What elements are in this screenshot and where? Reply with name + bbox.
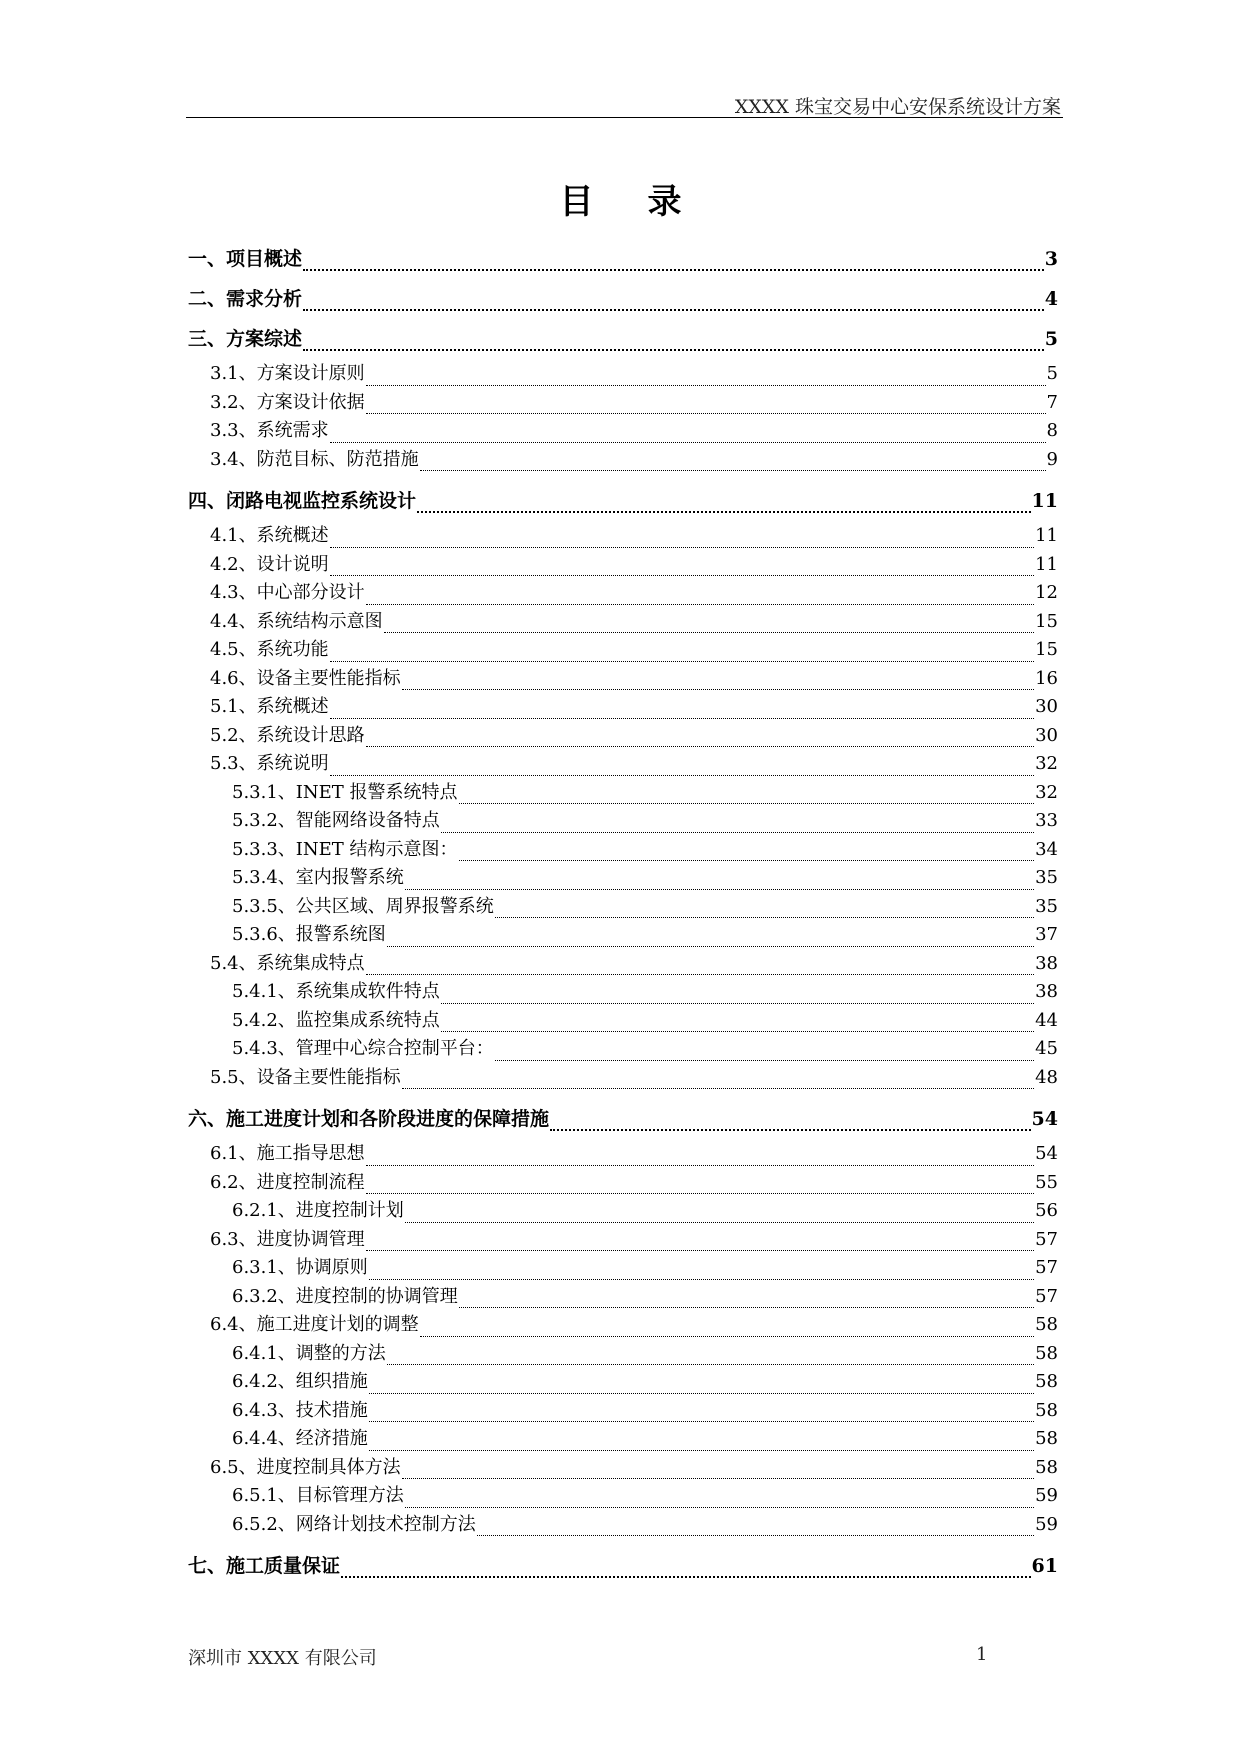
toc-entry[interactable] xyxy=(188,584,1058,613)
toc-dot-leader xyxy=(369,1279,1034,1280)
toc-entry-page: 44 xyxy=(1035,1009,1058,1031)
toc-entry[interactable] xyxy=(188,1430,1058,1459)
toc-entry-page: 58 xyxy=(1035,1371,1058,1392)
toc-dot-leader xyxy=(341,1576,1031,1578)
toc-dot-leader xyxy=(366,1165,1034,1166)
toc-dot-leader xyxy=(369,1421,1034,1422)
toc-dot-leader xyxy=(387,946,1034,947)
toc-entry-label: 5.2、系统设计思路 xyxy=(210,724,365,746)
toc-entry[interactable] xyxy=(188,1285,1058,1317)
toc-entry-page: 33 xyxy=(1035,810,1058,831)
toc-entry-label: 6.4.2、组织措施 xyxy=(232,1371,368,1392)
toc-entry[interactable] xyxy=(188,926,1058,955)
toc-entry-page: 58 xyxy=(1035,1342,1058,1364)
document-header-title: XXXX 珠宝交易中心安保系统设计方案 xyxy=(734,96,1061,118)
toc-entry-page: 11 xyxy=(1035,553,1058,575)
toc-dot-leader xyxy=(459,803,1035,804)
toc-entry-page: 16 xyxy=(1035,667,1058,689)
page-title: 目录 xyxy=(559,182,736,222)
toc-dot-leader xyxy=(405,1222,1034,1223)
toc-entry-label: 5.3.1、INET 报警系统特点 xyxy=(232,781,458,803)
toc-entry-label: 6.2.1、进度控制计划 xyxy=(232,1200,404,1221)
toc-entry-page: 32 xyxy=(1035,753,1058,774)
toc-dot-leader xyxy=(366,974,1034,975)
toc-dot-leader xyxy=(366,746,1034,747)
toc-entry-label: 5.4.2、监控集成系统特点 xyxy=(232,1009,440,1031)
toc-entry[interactable] xyxy=(188,1316,1058,1345)
toc-entry-label: 6.2、进度控制流程 xyxy=(210,1171,365,1193)
toc-entry[interactable] xyxy=(188,250,1058,277)
toc-dot-leader xyxy=(366,1193,1034,1194)
toc-entry[interactable] xyxy=(188,1557,1058,1584)
toc-entry-label: 6.4.1、调整的方法 xyxy=(232,1342,386,1364)
toc-dot-leader xyxy=(495,1060,1034,1061)
toc-entry[interactable] xyxy=(188,952,1058,984)
toc-dot-leader xyxy=(366,385,1046,386)
toc-entry[interactable] xyxy=(188,724,1058,756)
toc-entry[interactable] xyxy=(188,492,1058,519)
toc-entry-label: 5.4.3、管理中心综合控制平台： xyxy=(232,1038,494,1059)
toc-entry[interactable] xyxy=(188,610,1058,642)
toc-entry-label: 三、方案综述 xyxy=(188,328,303,350)
toc-entry-label: 5.1、系统概述 xyxy=(210,696,329,717)
toc-dot-leader xyxy=(330,661,1034,662)
toc-entry-page: 59 xyxy=(1035,1513,1058,1535)
toc-entry-page: 4 xyxy=(1044,288,1058,310)
toc-entry-page: 57 xyxy=(1035,1257,1058,1278)
toc-entry[interactable] xyxy=(188,330,1058,357)
toc-dot-leader xyxy=(441,1003,1034,1004)
toc-entry-label: 3.3、系统需求 xyxy=(210,420,329,441)
toc-entry-label: 六、施工进度计划和各阶段进度的保障措施 xyxy=(188,1108,550,1130)
toc-entry-label: 4.1、系统概述 xyxy=(210,525,329,546)
toc-entry-page: 54 xyxy=(1035,1143,1058,1164)
toc-entry[interactable] xyxy=(188,983,1058,1012)
toc-dot-leader xyxy=(420,470,1046,471)
toc-entry-page: 57 xyxy=(1035,1285,1058,1307)
toc-entry-page: 35 xyxy=(1035,867,1058,888)
toc-dot-leader xyxy=(330,547,1034,548)
toc-entry[interactable] xyxy=(188,1228,1058,1260)
toc-entry[interactable] xyxy=(188,1145,1058,1174)
toc-entry[interactable] xyxy=(188,1066,1058,1098)
toc-dot-leader xyxy=(441,832,1034,833)
toc-entry[interactable] xyxy=(188,1110,1058,1137)
table-of-contents xyxy=(188,250,1058,1584)
toc-dot-leader xyxy=(330,575,1034,576)
toc-entry-page: 48 xyxy=(1035,1066,1058,1088)
toc-entry-page: 35 xyxy=(1035,895,1058,917)
toc-entry[interactable] xyxy=(188,365,1058,394)
toc-entry-label: 4.6、设备主要性能指标 xyxy=(210,667,401,689)
toc-entry-label: 3.1、方案设计原则 xyxy=(210,363,365,384)
toc-dot-leader xyxy=(384,632,1034,633)
toc-entry-page: 37 xyxy=(1035,924,1058,945)
toc-entry-label: 5.3.5、公共区域、周界报警系统 xyxy=(232,895,494,917)
toc-entry[interactable] xyxy=(188,1456,1058,1488)
toc-entry-label: 3.4、防范目标、防范措施 xyxy=(210,448,419,470)
toc-entry[interactable] xyxy=(188,422,1058,451)
toc-entry-label: 6.4.3、技术措施 xyxy=(232,1399,368,1421)
toc-dot-leader xyxy=(550,1129,1031,1131)
footer-page-number: 1 xyxy=(976,1644,988,1665)
toc-entry[interactable] xyxy=(188,290,1058,317)
toc-entry[interactable] xyxy=(188,895,1058,927)
toc-entry-page: 58 xyxy=(1035,1428,1058,1449)
toc-entry-page: 58 xyxy=(1035,1399,1058,1421)
toc-dot-leader xyxy=(303,309,1044,311)
toc-entry-page: 11 xyxy=(1035,525,1058,546)
toc-entry-page: 57 xyxy=(1035,1228,1058,1250)
toc-entry-page: 9 xyxy=(1046,448,1058,470)
toc-dot-leader xyxy=(366,413,1046,414)
toc-entry-label: 5.3.4、室内报警系统 xyxy=(232,867,404,888)
toc-entry-label: 4.2、设计说明 xyxy=(210,553,329,575)
toc-entry-page: 15 xyxy=(1035,610,1058,632)
toc-dot-leader xyxy=(402,689,1034,690)
toc-entry-page: 32 xyxy=(1035,781,1058,803)
toc-dot-leader xyxy=(459,1307,1034,1308)
toc-entry[interactable] xyxy=(188,1373,1058,1402)
toc-entry[interactable] xyxy=(188,1487,1058,1516)
toc-entry-page: 3 xyxy=(1044,248,1058,270)
toc-entry-page: 34 xyxy=(1035,838,1058,860)
toc-dot-leader xyxy=(303,349,1044,351)
toc-entry[interactable] xyxy=(188,781,1058,813)
toc-entry-label: 4.5、系统功能 xyxy=(210,639,329,660)
toc-entry-label: 6.5、进度控制具体方法 xyxy=(210,1456,401,1478)
toc-entry-label: 4.3、中心部分设计 xyxy=(210,582,365,603)
toc-entry-page: 61 xyxy=(1031,1555,1058,1577)
toc-entry[interactable] xyxy=(188,755,1058,784)
toc-dot-leader xyxy=(330,775,1034,776)
toc-entry-label: 5.3.2、智能网络设备特点 xyxy=(232,810,440,831)
toc-entry-page: 59 xyxy=(1035,1485,1058,1506)
toc-entry-page: 38 xyxy=(1035,981,1058,1002)
toc-dot-leader xyxy=(402,1478,1034,1479)
toc-dot-leader xyxy=(405,1507,1034,1508)
toc-entry-page: 5 xyxy=(1044,328,1058,350)
toc-entry-page: 54 xyxy=(1031,1108,1058,1130)
toc-entry-label: 5.4、系统集成特点 xyxy=(210,952,365,974)
toc-entry-label: 5.3.6、报警系统图 xyxy=(232,924,386,945)
toc-entry[interactable] xyxy=(188,698,1058,727)
toc-entry-label: 5.3.3、INET 结构示意图： xyxy=(232,838,458,860)
toc-entry[interactable] xyxy=(188,1009,1058,1041)
toc-entry[interactable] xyxy=(188,869,1058,898)
toc-entry-page: 58 xyxy=(1035,1314,1058,1335)
toc-entry[interactable] xyxy=(188,1513,1058,1545)
toc-entry[interactable] xyxy=(188,641,1058,670)
toc-entry-page: 30 xyxy=(1035,696,1058,717)
toc-entry-page: 55 xyxy=(1035,1171,1058,1193)
toc-entry-label: 6.4.4、经济措施 xyxy=(232,1428,368,1449)
toc-entry-label: 四、闭路电视监控系统设计 xyxy=(188,490,417,512)
toc-entry-label: 4.4、系统结构示意图 xyxy=(210,610,383,632)
toc-entry-page: 12 xyxy=(1035,582,1058,603)
toc-dot-leader xyxy=(366,604,1034,605)
toc-entry[interactable] xyxy=(188,1171,1058,1203)
toc-entry-label: 6.4、施工进度计划的调整 xyxy=(210,1314,419,1335)
toc-entry[interactable] xyxy=(188,1202,1058,1231)
toc-entry-page: 58 xyxy=(1035,1456,1058,1478)
toc-dot-leader xyxy=(420,1336,1034,1337)
toc-entry-page: 8 xyxy=(1046,420,1058,441)
toc-entry-label: 一、项目概述 xyxy=(188,248,303,270)
toc-entry-label: 6.5.2、网络计划技术控制方法 xyxy=(232,1513,476,1535)
toc-entry-page: 5 xyxy=(1046,363,1058,384)
toc-dot-leader xyxy=(477,1535,1034,1536)
toc-dot-leader xyxy=(369,1393,1034,1394)
toc-dot-leader xyxy=(330,718,1034,719)
toc-dot-leader xyxy=(369,1450,1034,1451)
toc-entry-label: 6.5.1、目标管理方法 xyxy=(232,1485,404,1506)
toc-dot-leader xyxy=(417,511,1031,513)
toc-entry-label: 6.3.2、进度控制的协调管理 xyxy=(232,1285,458,1307)
toc-entry-page: 30 xyxy=(1035,724,1058,746)
toc-entry-page: 45 xyxy=(1035,1038,1058,1059)
toc-entry[interactable] xyxy=(188,1399,1058,1431)
toc-entry[interactable] xyxy=(188,527,1058,556)
toc-dot-leader xyxy=(330,442,1046,443)
toc-entry[interactable] xyxy=(188,553,1058,585)
toc-dot-leader xyxy=(402,1088,1034,1089)
toc-entry-page: 38 xyxy=(1035,952,1058,974)
toc-entry[interactable] xyxy=(188,838,1058,870)
header-divider xyxy=(186,117,1063,118)
toc-entry-label: 二、需求分析 xyxy=(188,288,303,310)
toc-entry-page: 11 xyxy=(1031,490,1058,512)
toc-entry[interactable] xyxy=(188,1342,1058,1374)
toc-entry-page: 7 xyxy=(1046,391,1058,413)
toc-entry[interactable] xyxy=(188,448,1058,480)
toc-dot-leader xyxy=(495,917,1034,918)
toc-entry-label: 5.5、设备主要性能指标 xyxy=(210,1066,401,1088)
toc-entry-label: 6.1、施工指导思想 xyxy=(210,1143,365,1164)
toc-entry[interactable] xyxy=(188,667,1058,699)
toc-dot-leader xyxy=(366,1250,1034,1251)
toc-dot-leader xyxy=(303,269,1044,271)
toc-entry[interactable] xyxy=(188,1040,1058,1069)
toc-dot-leader xyxy=(405,889,1034,890)
toc-entry-page: 15 xyxy=(1035,639,1058,660)
toc-dot-leader xyxy=(387,1364,1034,1365)
toc-entry-page: 56 xyxy=(1035,1200,1058,1221)
toc-dot-leader xyxy=(441,1031,1034,1032)
toc-dot-leader xyxy=(459,860,1035,861)
toc-entry[interactable] xyxy=(188,1259,1058,1288)
toc-entry-label: 6.3.1、协调原则 xyxy=(232,1257,368,1278)
toc-entry[interactable] xyxy=(188,812,1058,841)
toc-entry-label: 5.4.1、系统集成软件特点 xyxy=(232,981,440,1002)
toc-entry-label: 3.2、方案设计依据 xyxy=(210,391,365,413)
footer-company: 深圳市 XXXX 有限公司 xyxy=(188,1648,377,1669)
toc-entry-label: 七、施工质量保证 xyxy=(188,1555,341,1577)
toc-entry[interactable] xyxy=(188,391,1058,423)
toc-entry-label: 5.3、系统说明 xyxy=(210,753,329,774)
toc-entry-label: 6.3、进度协调管理 xyxy=(210,1228,365,1250)
